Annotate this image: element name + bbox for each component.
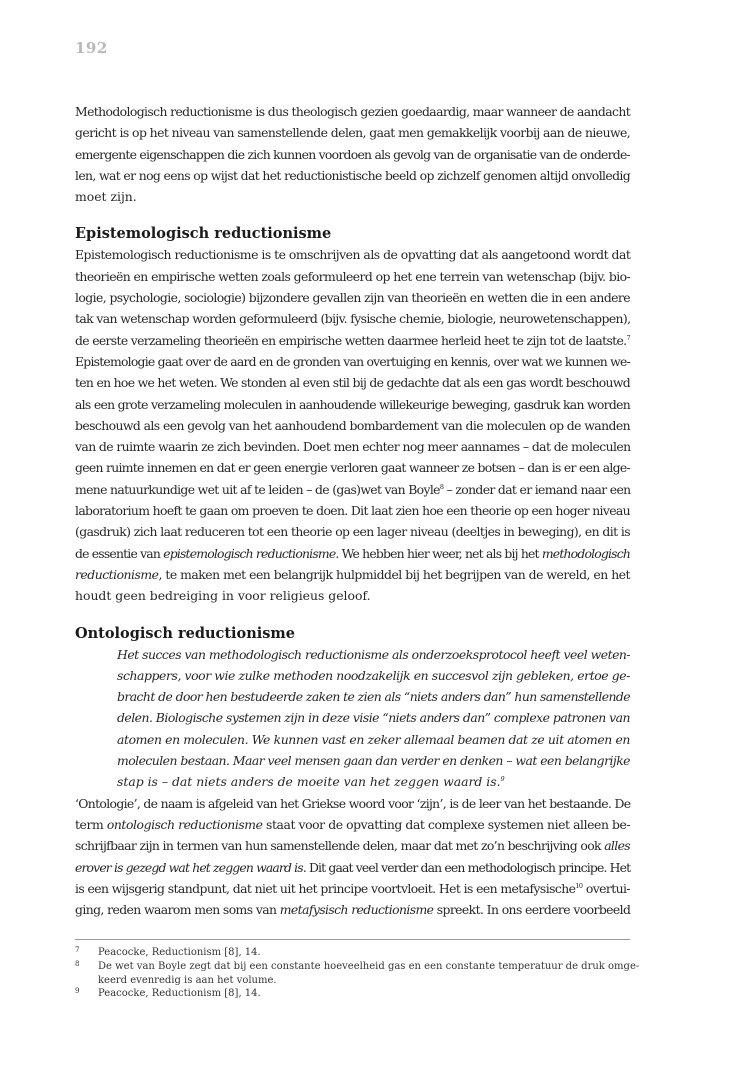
paragraph-line: houdt geen bedreiging in voor religieus geloof. — [75, 588, 371, 604]
section-heading-ontologisch: Ontologisch reductionisme — [75, 624, 295, 642]
paragraph-line: moet zijn. — [75, 189, 137, 205]
paragraph-line: logie, psychologie, sociologie) bijzondere gevallen zijn van theorieën en wetten die in een andere — [75, 290, 631, 306]
paragraph-line: Epistemologisch reductionisme is te omschrijven als de opvatting dat als aangetoond wordt dat — [75, 247, 631, 263]
paragraph-line: laboratorium hoeft te gaan om proeven te doen. Dit laat zien hoe een theorie op een hoger niveau — [75, 503, 630, 519]
paragraph-line: erover is gezegd wat het zeggen waard is. Dit gaat veel verder dan een methodologisch principe. Het — [75, 859, 631, 875]
footnote-8 — [75, 959, 640, 988]
footnote-text: keerd evenredig is aan het volume. — [98, 974, 277, 986]
paragraph-line: schrijfbaar zijn in termen van hun samenstellende delen, maar dat met zo’n beschrijving ook alles — [75, 838, 630, 854]
paragraph-line: de eerste verzameling theorieën en empirische wetten daarmee herleid heet te zijn tot de laatste.$^7$ — [75, 332, 630, 348]
paragraph-line: reductionisme, te maken met een belangrijk hulpmiddel bij het begrijpen van de wereld, en het — [75, 566, 630, 582]
paragraph-line: theorieën en empirische wetten zoals geformuleerd op het ene terrein van wetenschap (bijv. bio- — [75, 268, 631, 284]
paragraph-line: Methodologisch reductionisme is dus theologisch gezien goedaardig, maar wanneer de aandacht — [75, 104, 631, 119]
footnote-9 — [75, 987, 630, 1001]
paragraph-line: (gasdruk) zich laat reduceren tot een theorie op een lager niveau (deeltjes in beweging), en dit is — [75, 524, 630, 540]
paragraph-line: ‘Ontologie’, de naam is afgeleid van het Griekse woord voor ‘zijn’, is de leer van het bestaande. De — [75, 795, 631, 811]
quote-line: stap is – dat niets anders de moeite van het zeggen waard is.$^9$ — [117, 774, 505, 790]
footnote-number: 9 — [75, 987, 80, 996]
quote-line: Het succes van methodologisch reductionisme als onderzoeksprotocol heeft veel weten- — [117, 646, 631, 662]
footnote-ref-7[interactable]: 7 — [626, 333, 630, 342]
paragraph-line: term ontologisch reductionisme staat voor de opvatting dat complexe systemen niet alleen be- — [75, 816, 631, 832]
body-text — [75, 101, 630, 920]
footnote-text: De wet van Boyle zegt dat bij een constante hoeveelheid gas en een constante temperatuur de druk omge- — [98, 960, 640, 972]
paragraph-line: de essentie van epistemologisch reductionisme. We hebben hier weer, net als bij het methodologisch — [75, 545, 631, 561]
footnote-ref-10[interactable]: 10 — [575, 881, 583, 890]
footnote-7 — [75, 946, 630, 960]
paragraph-line: mene natuurkundige wet uit af te leiden – de (gas)wet van Boyle$^8$ – zonder dat er iemand naar een — [75, 481, 631, 497]
footnote-text: Peacocke, Reductionism [8], 14. — [98, 988, 261, 1000]
paragraph-line: Epistemologie gaat over de aard en de gronden van overtuiging en kennis, over wat we kunnen we- — [75, 353, 630, 369]
footnote-divider — [75, 939, 630, 940]
quote-line: schappers, voor wie zulke methoden noodzakelijk en succesvol zijn gebleken, ertoe ge- — [117, 667, 630, 683]
footnote-number: 8 — [75, 959, 80, 968]
block-quote — [75, 644, 630, 793]
footnote-number: 7 — [75, 946, 80, 954]
paragraph-line: len, wat er nog eens op wijst dat het reductionistische beeld op zichzelf genomen altijd onvolledig — [75, 167, 630, 183]
section-heading-epistemologisch: Epistemologisch reductionisme — [75, 225, 332, 243]
paragraph-line: ging, reden waarom men soms van metafysisch reductionisme spreekt. In ons eerdere voorbeeld — [75, 902, 631, 918]
paragraph-line: beschouwd als een gevolg van het aanhoudend bombardement van die moleculen op de wanden — [75, 417, 630, 433]
paragraph-line: gericht is op het niveau van samenstellende delen, gaat men gemakkelijk voorbij aan de nieuwe, — [75, 125, 631, 141]
page-number: 192 — [75, 39, 108, 57]
paragraph-line: is een wijsgerig standpunt, dat niet uit het principe voortvloeit. Het is een metafysische$^{10}$ overtui- — [75, 880, 630, 896]
paragraph-line: als een grote verzameling moleculen in aanhoudende willekeurige beweging, gasdruk kan worden — [75, 396, 630, 412]
paragraph-line: van de ruimte waarin ze zich bevinden. Doet men echter nog meer aannames – dat de moleculen — [75, 439, 631, 455]
paragraph-line: geen ruimte innemen en dat er geen energie verloren gaat wanneer ze botsen – dan is er een alge- — [75, 460, 630, 476]
footnote-ref-8[interactable]: 8 — [439, 482, 444, 491]
intro-paragraph — [75, 101, 630, 207]
footnote-ref-9[interactable]: 9 — [500, 775, 505, 784]
footnote-text: Peacocke, Reductionism [8], 14. — [98, 947, 261, 958]
footnotes — [75, 946, 640, 1001]
paragraph-line: tak van wetenschap worden geformuleerd (bijv. fysische chemie, biologie, neurowetenschappen), — [75, 311, 631, 327]
quote-line: bracht de door hen bestudeerde zaken te zien als “niets anders dan” hun samenstellende — [117, 689, 631, 705]
quote-line: delen. Biologische systemen zijn in deze visie “niets anders dan” complexe patronen van — [117, 710, 630, 726]
section1-paragraph — [75, 244, 630, 606]
section2-paragraph — [75, 793, 630, 921]
quote-line: moleculen bestaan. Maar veel mensen gaan dan verder en denken – wat een belangrijke — [117, 753, 630, 769]
quote-line: atomen en moleculen. We kunnen vast en zeker allemaal beamen dat ze uit atomen en — [117, 731, 630, 747]
paragraph-line: ten en hoe we het weten. We stonden al even stil bij de gedachte dat als een gas wordt beschouwd — [75, 375, 630, 391]
paragraph-line: emergente eigenschappen die zich kunnen voordoen als gevolg van de organisatie van de onderde- — [75, 146, 630, 162]
